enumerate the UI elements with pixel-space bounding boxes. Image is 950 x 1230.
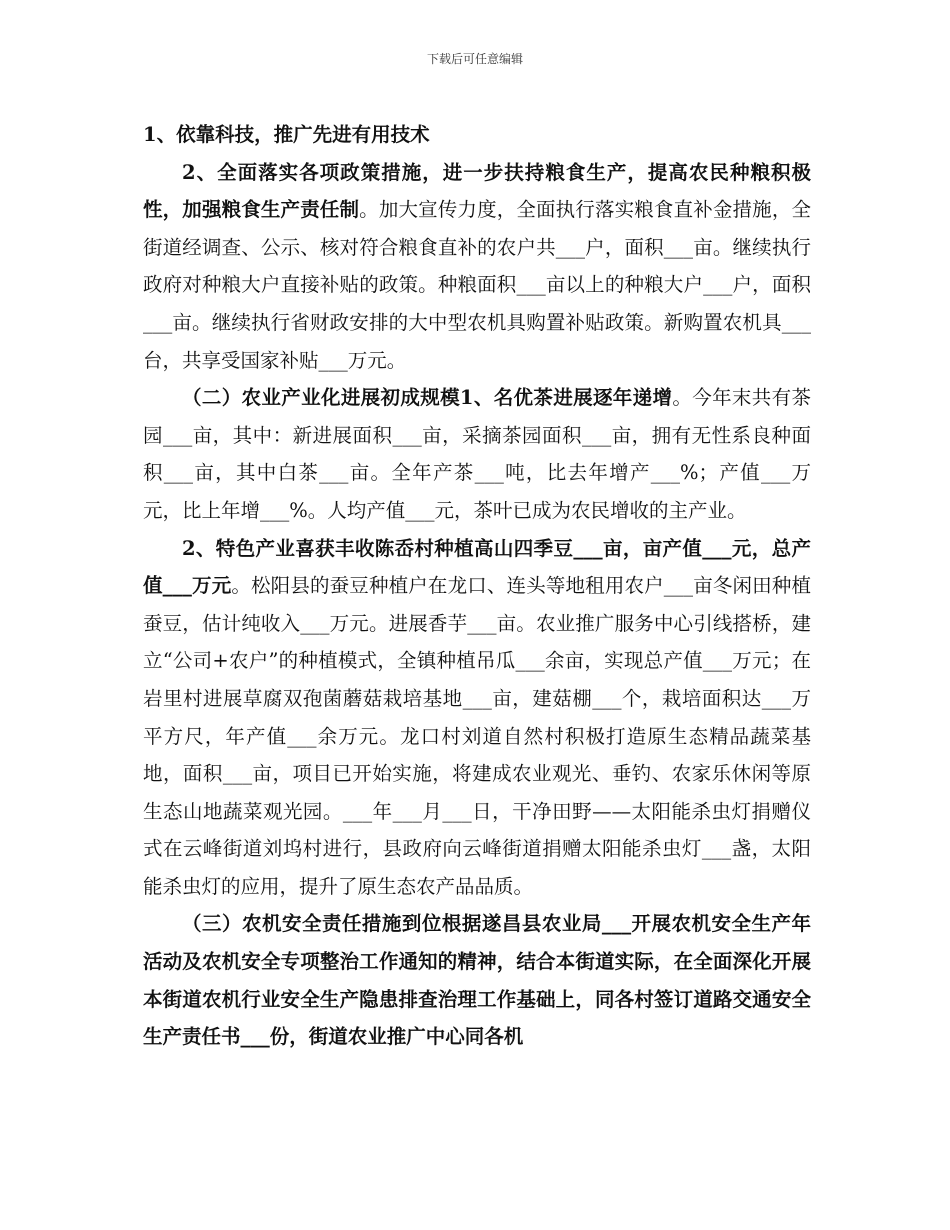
paragraph-3-bold: （二）农业产业化进展初成规模1、名优茶进展逐年递增 (182, 386, 673, 410)
paragraph-4 (143, 530, 811, 906)
page-header: 下载后可任意编辑 (426, 52, 523, 66)
paragraph-4-bold: 2、特色产业喜获丰收陈岙村种植高山四季豆___亩，亩产值___元，总产值___万元 (143, 536, 811, 598)
paragraph-4-text: 。松阳县的蚕豆种植户在龙口、连头等地租用农户___亩冬闲田种植蚕豆，估计纯收入___万元。进展香芋___亩。农业推广服务中心引线搭桥，建立“公司+农户”的种植模式，全镇种植吊瓜___余亩，实现总产值___万元；在岩里村进展草腐双孢菌蘑菇栽培基地___亩，建菇棚___个，栽培面积达___万平方尺，年产值___余万元。龙口村刘道自然村积极打造原生态精品蔬菜基地，面积___亩，项目已开始实施，将建成农业观光、垂钓、农家乐休闲等原生态山地蔬菜观光园。___年___月___日，干净田野——太阳能杀虫灯捐赠仪式在云峰街道刘坞村进行，县政府向云峰街道捐赠太阳能杀虫灯___盏，太阳能杀虫灯的应用，提升了原生态农产品品质。 (143, 574, 811, 898)
paragraph-2 (143, 154, 811, 380)
paragraph-1-bold: 1、依靠科技，推广先进有用技术 (143, 123, 430, 146)
paragraph-2-text: 。加大宣传力度，全面执行落实粮食直补金措施，全街道经调查、公示、核对符合粮食直补的农户共___户，面积___亩。继续执行政府对种粮大户直接补贴的政策。种粮面积___亩以上的种粮大户___户，面积___亩。继续执行省财政安排的大中型农机具购置补贴政策。新购置农机具___台，共享受国家补贴___万元。 (143, 198, 811, 372)
paragraph-1 (143, 116, 811, 154)
paragraph-5 (143, 905, 811, 1055)
paragraph-5-bold: （三）农机安全责任措施到位根据遂昌县农业局___开展农机安全生产年活动及农机安全专项整治工作通知的精神，结合本街道实际，在全面深化开展本街道农机行业安全生产隐患排查治理工作基础上，同各村签订道路交通安全生产责任书___份，街道农业推广中心同各机 (143, 912, 811, 1049)
paragraph-3-text: 。今年末共有茶园___亩，其中：新进展面积___亩，采摘茶园面积___亩，拥有无性系良种面积___亩，其中白茶___亩。全年产茶___吨，比去年增产___%；产值___万元，比上年增___%。人均产值___元，茶叶已成为农民增收的主产业。 (143, 386, 811, 522)
document-body (143, 116, 811, 1056)
paragraph-2-bold: 2、全面落实各项政策措施，进一步扶持粮食生产，提高农民种粮积极性，加强粮食生产责任制 (143, 160, 811, 222)
paragraph-3 (143, 379, 811, 529)
